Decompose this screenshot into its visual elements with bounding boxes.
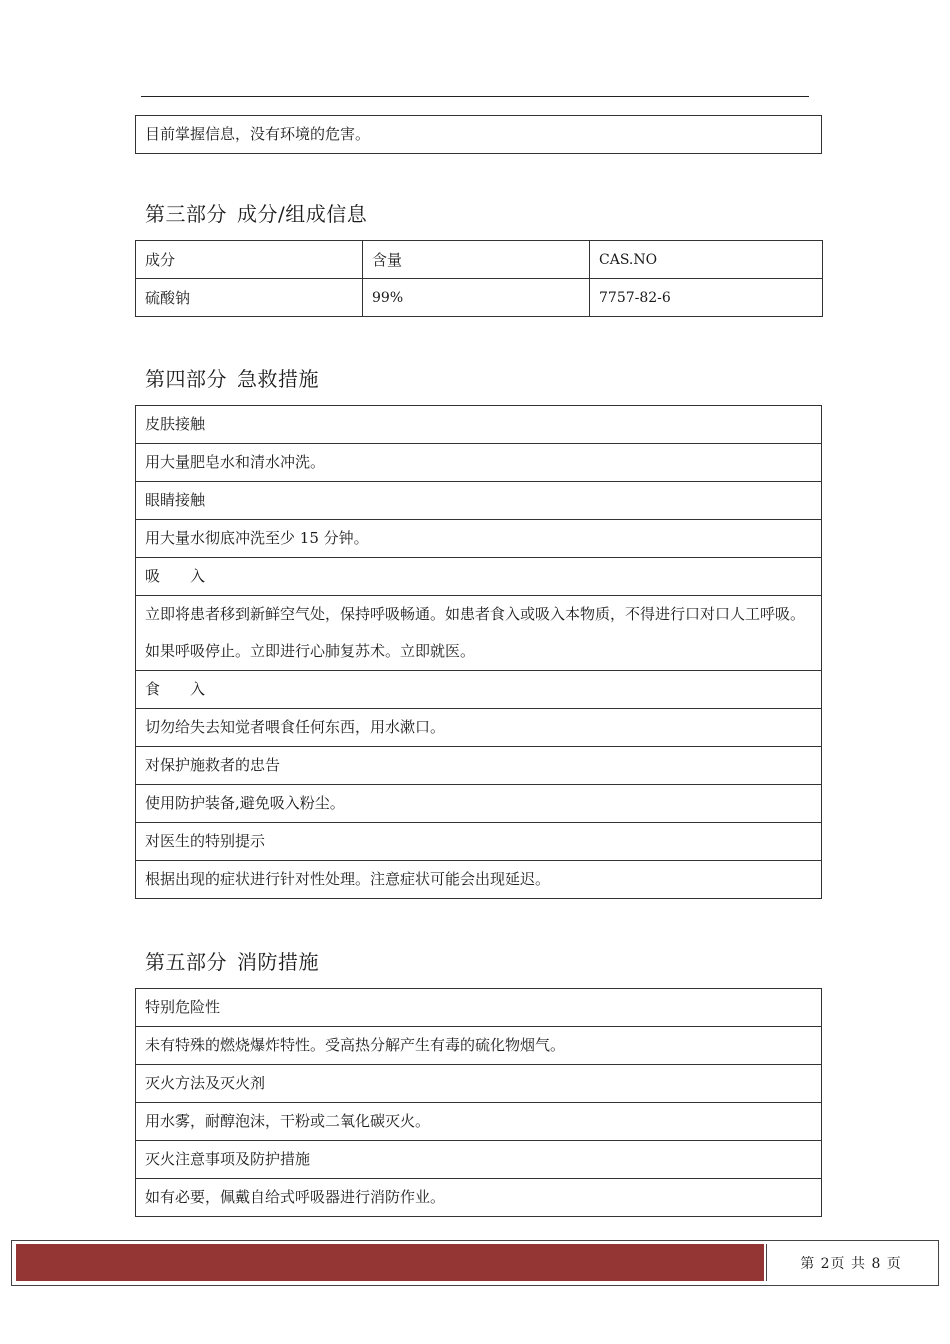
section5-title: 消防措施 <box>237 950 319 974</box>
first-aid-row-skin-label: 皮肤接触 <box>145 415 206 433</box>
fire-row-hazard-label: 特别危险性 <box>145 998 221 1016</box>
section4-part: 第四部分 <box>145 367 227 391</box>
first-aid-row-rescuer-label: 对保护施救者的忠告 <box>136 746 821 784</box>
first-aid-row-doctor-text: 根据出现的症状进行针对性处理。注意症状可能会出现延迟。 <box>136 860 821 898</box>
first-aid-row-inhale-text: 立即将患者移到新鲜空气处，保持呼吸畅通。如患者食入或吸入本物质，不得进行口对口人工呼吸。如果呼吸停止。立即进行心肺复苏术。立即就医。 <box>136 595 821 670</box>
section5-part: 第五部分 <box>145 950 227 974</box>
first-aid-row-doctor-label: 对医生的特别提示 <box>136 822 821 860</box>
table-cell-component: 硫酸钠 <box>136 279 363 317</box>
fire-row-precaution-text: 如有必要，佩戴自给式呼吸器进行消防作业。 <box>136 1178 821 1216</box>
fire-row-hazard-text: 未有特殊的燃烧爆炸特性。受高热分解产生有毒的硫化物烟气。 <box>136 1026 821 1064</box>
composition-table <box>135 240 823 317</box>
table-header-cell: CAS.NO <box>590 241 823 279</box>
page-number: 第 2页 共 8 页 <box>800 1255 902 1272</box>
environment-note-box <box>135 115 822 154</box>
first-aid-box <box>135 405 822 899</box>
first-aid-row-skin-text: 用大量肥皂水和清水冲洗。 <box>136 443 821 481</box>
firefighting-box <box>135 988 822 1217</box>
section3-heading <box>145 198 367 227</box>
table-header-row <box>136 241 823 279</box>
first-aid-row-rescuer-text: 使用防护装备,避免吸入粉尘。 <box>136 784 821 822</box>
section4-heading <box>145 363 319 392</box>
section4-title: 急救措施 <box>237 367 319 391</box>
fire-row-precaution-label: 灭火注意事项及防护措施 <box>136 1140 821 1178</box>
section3-title: 成分/组成信息 <box>237 202 368 226</box>
fire-row-method-text: 用水雾，耐醇泡沫，干粉或二氧化碳灭火。 <box>136 1102 821 1140</box>
table-cell-cas: 7757-82-6 <box>590 279 823 317</box>
first-aid-row-inhale-label: 吸 入 <box>136 557 821 595</box>
table-header-cell: 成分 <box>136 241 363 279</box>
table-cell-content: 99% <box>363 279 590 317</box>
footer-color-bar <box>16 1244 764 1281</box>
first-aid-row-eye-text: 用大量水彻底冲洗至少 15 分钟。 <box>136 519 821 557</box>
first-aid-row-ingest-text: 切勿给失去知觉者喂食任何东西，用水漱口。 <box>136 708 821 746</box>
first-aid-row-ingest-label: 食 入 <box>136 670 821 708</box>
section3-part: 第三部分 <box>145 202 227 226</box>
fire-row-method-label: 灭火方法及灭火剂 <box>136 1064 821 1102</box>
section5-heading <box>145 946 319 975</box>
table-header-cell: 含量 <box>363 241 590 279</box>
first-aid-row-eye-label: 眼睛接触 <box>136 481 821 519</box>
environment-note: 目前掌握信息，没有环境的危害。 <box>145 125 371 143</box>
header-rule <box>141 96 809 97</box>
table-row <box>136 279 823 317</box>
